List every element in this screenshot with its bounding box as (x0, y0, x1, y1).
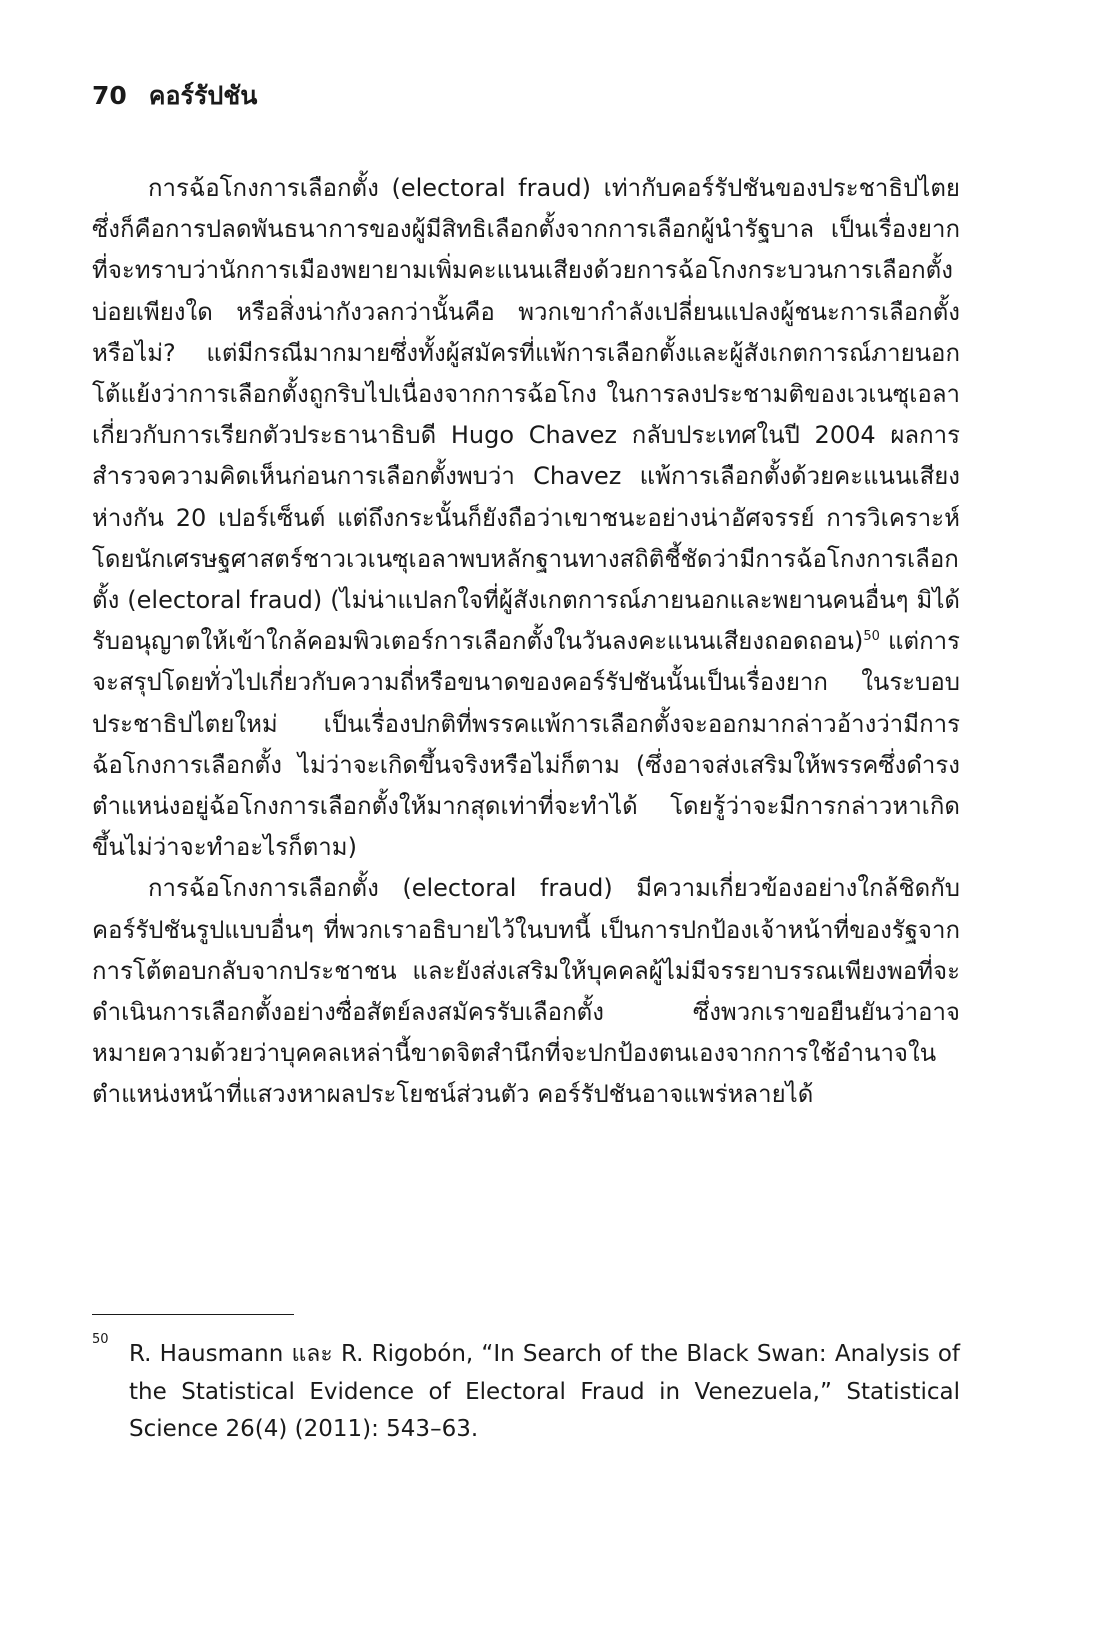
running-title: คอร์รัปชัน (148, 81, 258, 110)
footnote-reference: 50 (863, 629, 880, 645)
paragraph-text: การฉ้อโกงการเลือกตั้ง (electoral fraud) เท่ากับคอร์รัปชันของประชาธิปไตย ซึ่งก็คือการปลดพันธนาการของผู้มีสิทธิเลือกตั้งจากการเลือกผู้นำรัฐบาล เป็นเรื่องยากที่จะทราบว่านักการเมืองพยายามเพิ่มคะแนนเสียงด้วยการฉ้อโกงกระบวนการเลือกตั้งบ่อยเพียงใด หรือสิ่งน่ากังวลกว่านั้นคือ พวกเขากำลังเปลี่ยนแปลงผู้ชนะการเลือกตั้งหรือไม่? แต่มีกรณีมากมายซึ่งทั้งผู้สมัครที่แพ้การเลือกตั้งและผู้สังเกตการณ์ภายนอกโต้แย้งว่าการเลือกตั้งถูกริบไปเนื่องจากการฉ้อโกง ในการลงประชามติของเวเนซุเอลาเกี่ยวกับการเรียกตัวประธานาธิบดี Hugo Chavez กลับประเทศในปี 2004 ผลการสำรวจความคิดเห็นก่อนการเลือกตั้งพบว่า Chavez แพ้การเลือกตั้งด้วยคะแนนเสียงห่างกัน 20 เปอร์เซ็นต์ แต่ถึงกระนั้นก็ยังถือว่าเขาชนะอย่างน่าอัศจรรย์ การวิเคราะห์โดยนักเศรษฐศาสตร์ชาวเวเนซุเอลาพบหลักฐานทางสถิติชี้ชัดว่ามีการฉ้อโกงการเลือกตั้ง (electoral fraud) (ไม่น่าแปลกใจที่ผู้สังเกตการณ์ภายนอกและพยานคนอื่นๆ มิได้รับอนุญาตให้เข้าใกล้คอมพิวเตอร์การเลือกตั้งในวันลงคะแนนเสียงถอดถอน) (92, 174, 960, 656)
footnote (92, 1332, 960, 1449)
footnote-marker: 50 (92, 1332, 109, 1347)
paragraph: การฉ้อโกงการเลือกตั้ง (electoral fraud) มีความเกี่ยวข้องอย่างใกล้ชิดกับคอร์รัปชันรูปแบบอื่นๆ ที่พวกเราอธิบายไว้ในบทนี้ เป็นการปกป้องเจ้าหน้าที่ของรัฐจากการโต้ตอบกลับจากประชาชน และยังส่งเสริมให้บุคคลผู้ไม่มีจรรยาบรรณเพียงพอที่จะดำเนินการเลือกตั้งอย่างซื่อสัตย์ลงสมัครรับเลือกตั้ง ซึ่งพวกเราขอยืนยันว่าอาจหมายความด้วยว่าบุคคลเหล่านี้ขาดจิตสำนึกที่จะปกป้องตนเองจากการใช้อำนาจในตำแหน่งหน้าที่แสวงหาผลประโยชน์ส่วนตัว คอร์รัปชันอาจแพร่หลายได้ (92, 874, 960, 1109)
running-header (92, 80, 257, 112)
page-number: 70 (92, 81, 127, 110)
footnote-divider (92, 1314, 294, 1315)
footnote-text: R. Hausmann และ R. Rigobón, “In Search of the Black Swan: Analysis of the Statistical Evidence of Electoral Fraud in Venezuela,” Statistical Science 26(4) (2011): 543–63. (129, 1341, 960, 1442)
paragraph (92, 168, 960, 868)
paragraph-text: แต่การจะสรุปโดยทั่วไปเกี่ยวกับความถี่หรือขนาดของคอร์รัปชันนั้นเป็นเรื่องยาก ในระบอบประชาธิปไตยใหม่ เป็นเรื่องปกติที่พรรคแพ้การเลือกตั้งจะออกมากล่าวอ้างว่ามีการฉ้อโกงการเลือกตั้ง ไม่ว่าจะเกิดขึ้นจริงหรือไม่ก็ตาม (ซึ่งอาจส่งเสริมให้พรรคซึ่งดำรงตำแหน่งอยู่ฉ้อโกงการเลือกตั้งให้มากสุดเท่าที่จะทำได้ โดยรู้ว่าจะมีการกล่าวหาเกิดขึ้นไม่ว่าจะทำอะไรก็ตาม) (92, 627, 960, 862)
main-text (92, 168, 960, 1116)
